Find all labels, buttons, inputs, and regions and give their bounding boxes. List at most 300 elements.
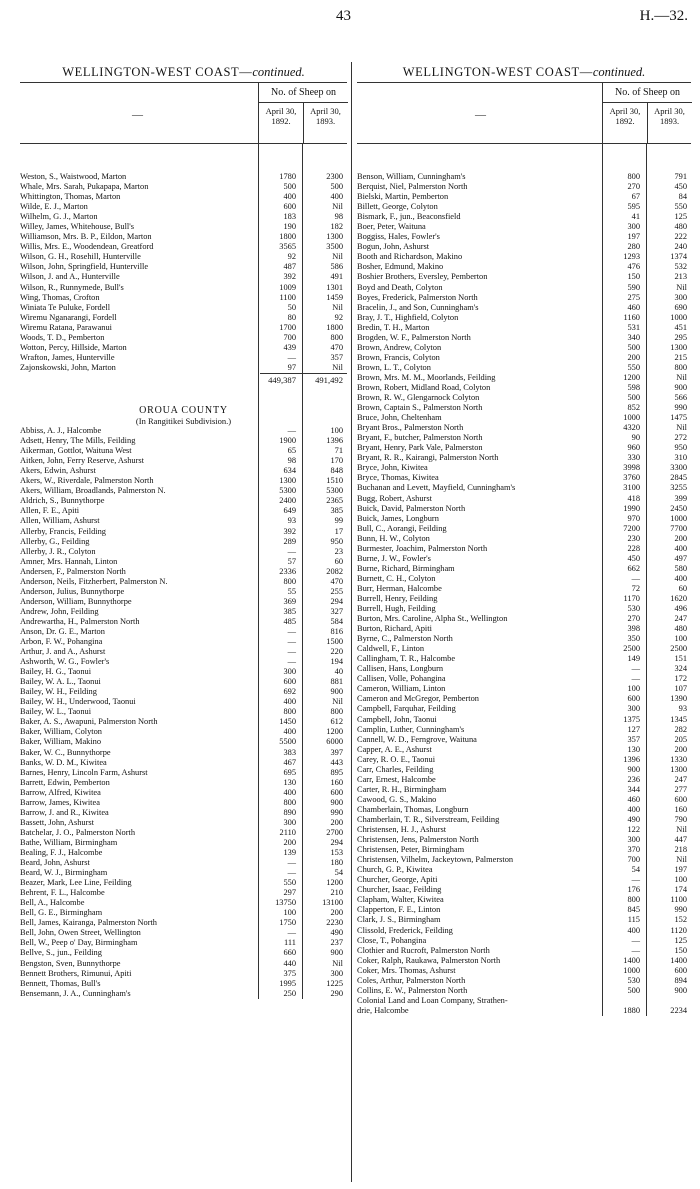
sheep-owner-name: Christensen, Jens, Palmerston North <box>357 835 479 845</box>
sheep-owner-name: Beazer, Mark, Lee Line, Feilding <box>20 878 132 888</box>
table-row <box>357 554 691 564</box>
sheep-count-1893: 950 <box>674 443 687 453</box>
sheep-owner-name: Buick, David, Palmerston North <box>357 503 466 513</box>
sheep-count-1892: 1880 <box>623 1005 640 1015</box>
table-row <box>357 704 691 714</box>
sheep-owner-name: Clothier and Rucroft, Palmerston North <box>357 945 490 955</box>
table-row <box>20 486 347 496</box>
sheep-owner-name: Carr, Ernest, Halcombe <box>357 774 436 784</box>
sheep-owner-name: Williamson, Mrs. B. P., Eildon, Marton <box>20 232 152 242</box>
sheep-count-1892: — <box>287 868 296 878</box>
sheep-count-1893: 385 <box>330 506 343 516</box>
sheep-count-1892: 418 <box>627 493 640 503</box>
table-row <box>357 453 691 463</box>
sheep-count-1893: 200 <box>674 744 687 754</box>
sheep-count-1892: 700 <box>283 332 296 342</box>
table-row <box>20 617 347 627</box>
sheep-owner-name: Anderson, Neils, Fitzherbert, Palmerston N. <box>20 576 168 586</box>
sheep-count-1892: 3760 <box>623 473 640 483</box>
sheep-count-1893: 1459 <box>326 292 343 302</box>
table-row <box>20 577 347 587</box>
sheep-count-1892: — <box>631 945 640 955</box>
sheep-count-1892: 590 <box>627 282 640 292</box>
table-row <box>20 242 347 252</box>
sheep-count-1893: Nil <box>676 825 687 835</box>
sheep-count-1892: 2500 <box>623 644 640 654</box>
table-row <box>357 795 691 805</box>
sheep-count-1893: 2365 <box>326 496 343 506</box>
sheep-owner-name: Wilde, E. J., Marton <box>20 202 88 212</box>
table-row <box>357 383 691 393</box>
sheep-owner-name: Bryant, R. R., Kairangi, Palmerston North <box>357 453 499 463</box>
table-row <box>357 875 691 885</box>
sheep-owner-name: Allerby, J. R., Colyton <box>20 546 96 556</box>
sheep-owner-name: Burnett, C. H., Colyton <box>357 573 436 583</box>
sheep-count-1892: 530 <box>627 604 640 614</box>
right-column <box>357 62 691 1016</box>
sheep-owner-name: Wilson, John, Springfield, Hunterville <box>20 262 149 272</box>
sheep-owner-name: Churcher, Isaac, Feilding <box>357 885 442 895</box>
sheep-count-1893: 172 <box>674 674 687 684</box>
sheep-count-1893: 2700 <box>326 827 343 837</box>
sheep-owner-name: Allen, F. E., Apiti <box>20 506 80 516</box>
sheep-count-1892: 1160 <box>623 312 640 322</box>
sheep-count-1893: 60 <box>334 556 343 566</box>
table-row <box>20 182 347 192</box>
sheep-count-1893: 310 <box>674 453 687 463</box>
sheep-owner-name: Beard, W. J., Birmingham <box>20 868 108 878</box>
table-row <box>20 456 347 466</box>
sheep-owner-name: Bensemann, J. A., Cunningham's <box>20 988 131 998</box>
sheep-count-1893: 357 <box>330 352 343 362</box>
table-row <box>20 918 347 928</box>
sheep-count-1893: 1500 <box>326 637 343 647</box>
sheep-count-1893: 272 <box>674 433 687 443</box>
sheep-count-1892: 600 <box>283 677 296 687</box>
sheep-owner-name: Bailey, W. H., Feilding <box>20 687 97 697</box>
sheep-count-1892: 531 <box>627 322 640 332</box>
sheep-count-1893: 60 <box>678 583 687 593</box>
table-row <box>20 293 347 303</box>
sheep-owner-name: Bennett, Thomas, Bull's <box>20 978 101 988</box>
table-row <box>357 785 691 795</box>
table-row <box>20 222 347 232</box>
sheep-count-1892: 700 <box>627 855 640 865</box>
sheep-owner-name: Bunn, H. W., Colyton <box>357 533 430 543</box>
sheep-owner-name: Baker, William, Colyton <box>20 727 102 737</box>
table-row <box>20 888 347 898</box>
sheep-owner-name: Bryant Bros., Palmerston North <box>357 423 464 433</box>
sheep-count-1892: 50 <box>287 302 296 312</box>
sheep-count-1892: 55 <box>287 586 296 596</box>
table-row <box>357 644 691 654</box>
sheep-count-1893: 2234 <box>670 1005 687 1015</box>
table-row <box>357 514 691 524</box>
table-row <box>357 564 691 574</box>
sheep-owner-name: Bryant, Henry, Park Vale, Palmerston <box>357 443 483 453</box>
table-row <box>357 735 691 745</box>
table-row <box>20 627 347 637</box>
sheep-count-1892: 662 <box>627 563 640 573</box>
sheep-count-1893: 151 <box>674 654 687 664</box>
table-row <box>357 694 691 704</box>
sheep-count-1893: 584 <box>330 616 343 626</box>
sheep-count-1892: 500 <box>627 342 640 352</box>
sheep-owner-name: Wing, Thomas, Crofton <box>20 292 100 302</box>
sheep-count-1892: 400 <box>283 727 296 737</box>
table-row <box>20 928 347 938</box>
sheep-count-1893: 2845 <box>670 473 687 483</box>
sheep-count-1892: 200 <box>627 352 640 362</box>
sheep-owner-name: Burne, J. W., Fowler's <box>357 553 431 563</box>
sheep-count-1893: 900 <box>674 985 687 995</box>
sheep-count-1893: 7700 <box>670 523 687 533</box>
sheep-count-1893: 13100 <box>322 898 343 908</box>
sheep-count-1892: 176 <box>627 885 640 895</box>
table-row <box>20 818 347 828</box>
sheep-owner-name: Brown, Mrs. M. M., Moorlands, Feilding <box>357 372 496 382</box>
sheep-count-1893: 160 <box>674 804 687 814</box>
sheep-owner-name: Bailey, H. G., Taonui <box>20 667 92 677</box>
sheep-count-1893: 182 <box>330 222 343 232</box>
sheep-count-1892: 98 <box>287 456 296 466</box>
right-header-group-title: No. of Sheep on <box>603 83 692 103</box>
right-header-group <box>602 83 692 143</box>
sheep-count-1893: Nil <box>332 302 343 312</box>
table-row <box>357 584 691 594</box>
sheep-count-1893: 447 <box>674 835 687 845</box>
total-1892: 449,387 <box>268 374 296 385</box>
table-row <box>357 353 691 363</box>
sheep-owner-name: Abbiss, A. J., Halcombe <box>20 426 102 436</box>
table-row <box>20 426 347 436</box>
sheep-count-1892: 1700 <box>279 322 296 332</box>
sheep-count-1892: 127 <box>627 724 640 734</box>
sheep-count-1892: 400 <box>283 787 296 797</box>
sheep-count-1892: 845 <box>627 905 640 915</box>
sheep-count-1893: 1300 <box>670 764 687 774</box>
sheep-count-1892: 115 <box>627 915 640 925</box>
sheep-count-1893: 1620 <box>670 593 687 603</box>
sheep-owner-name: Callingham, T. R., Halcombe <box>357 654 456 664</box>
sheep-owner-name: Allerby, G., Feilding <box>20 536 90 546</box>
subdivision-heading: (In Rangitikei Subdivision.) <box>135 416 232 427</box>
sheep-count-1892: 100 <box>283 908 296 918</box>
sheep-count-1893: 84 <box>678 192 687 202</box>
sheep-count-1892: — <box>287 657 296 667</box>
sheep-count-1893: 255 <box>330 586 343 596</box>
table-row <box>357 996 691 1006</box>
sheep-count-1893: 3500 <box>326 242 343 252</box>
table-row <box>357 966 691 976</box>
sheep-count-1893: 497 <box>674 553 687 563</box>
sheep-count-1892: 41 <box>631 212 640 222</box>
sheep-count-1893: 480 <box>674 624 687 634</box>
sheep-count-1893: 1800 <box>326 322 343 332</box>
sheep-owner-name: Benson, William, Cunningham's <box>357 172 466 181</box>
sheep-owner-name: Wilson, G. H., Rosehill, Hunterville <box>20 252 141 262</box>
sheep-count-1892: — <box>631 674 640 684</box>
table-row <box>20 637 347 647</box>
sheep-count-1892: 400 <box>627 925 640 935</box>
sheep-owner-name: Whittington, Thomas, Marton <box>20 192 121 202</box>
right-section-title <box>357 62 691 82</box>
sheep-owner-name: Wiremu Ratana, Parawanui <box>20 322 112 332</box>
right-table-header <box>357 82 691 144</box>
sheep-count-1892: — <box>287 858 296 868</box>
table-row <box>20 687 347 697</box>
sheep-owner-name: Amner, Mrs. Hannah, Linton <box>20 556 118 566</box>
table-row <box>357 684 691 694</box>
table-row <box>357 905 691 915</box>
table-row <box>20 848 347 858</box>
sheep-count-1892: 289 <box>283 536 296 546</box>
sheep-count-1893: 470 <box>330 576 343 586</box>
table-row <box>357 885 691 895</box>
sheep-count-1892: 595 <box>627 202 640 212</box>
sheep-count-1893: 218 <box>674 845 687 855</box>
table-row <box>357 242 691 252</box>
sheep-count-1893: Nil <box>332 252 343 262</box>
sheep-count-1893: 2500 <box>670 644 687 654</box>
sheep-count-1892: 350 <box>627 634 640 644</box>
sheep-owner-name: Woods, T. D., Pemberton <box>20 332 105 342</box>
table-row <box>357 483 691 493</box>
sheep-count-1893: 900 <box>330 797 343 807</box>
sheep-count-1892: 3565 <box>279 242 296 252</box>
table-row <box>357 855 691 865</box>
table-row <box>357 494 691 504</box>
sheep-owner-name: Adsett, Henry, The Mills, Feilding <box>20 436 136 446</box>
sheep-owner-name: Allen, William, Ashurst <box>20 516 100 526</box>
sheep-count-1892: 236 <box>627 774 640 784</box>
sheep-count-1892: 467 <box>283 757 296 767</box>
sheep-owner-name: Burmester, Joachim, Palmerston North <box>357 543 488 553</box>
table-row <box>357 413 691 423</box>
sheep-owner-name: Weston, S., Waistwood, Marton <box>20 172 127 181</box>
sheep-count-1892: 487 <box>283 262 296 272</box>
sheep-count-1892: 340 <box>627 332 640 342</box>
sheep-count-1892: 695 <box>283 767 296 777</box>
sheep-count-1892: — <box>631 875 640 885</box>
table-row <box>357 926 691 936</box>
sheep-count-1893: 100 <box>330 426 343 436</box>
sheep-owner-name: Bugg, Robert, Ashurst <box>357 493 432 503</box>
table-row <box>357 845 691 855</box>
sheep-count-1892: 280 <box>627 242 640 252</box>
sheep-owner-name: Brown, Captain S., Palmerston North <box>357 403 483 413</box>
sheep-owner-name: Burton, Mrs. Caroline, Alpha St., Wellington <box>357 614 508 624</box>
table-row <box>20 597 347 607</box>
sheep-count-1893: Nil <box>332 202 343 212</box>
sheep-count-1893: 500 <box>330 182 343 192</box>
table-row <box>357 534 691 544</box>
left-header-col-1892: April 30, 1892. <box>265 106 297 126</box>
left-header-col-1893: April 30, 1893. <box>303 103 347 143</box>
sheep-count-1893: 222 <box>674 232 687 242</box>
sheep-count-1892: 660 <box>283 948 296 958</box>
sheep-count-1893: 612 <box>330 717 343 727</box>
sheep-count-1893: 180 <box>330 858 343 868</box>
sheep-count-1892: 1100 <box>279 292 296 302</box>
sheep-owner-name: Boggiss, Hales, Fowler's <box>357 232 440 242</box>
sheep-owner-name: Willey, James, Whitehouse, Bull's <box>20 222 134 232</box>
sheep-count-1892: 1990 <box>623 503 640 513</box>
right-block <box>357 172 691 1016</box>
sheep-count-1892: 392 <box>283 526 296 536</box>
sheep-owner-name: Aldrich, S., Bunnythorpe <box>20 496 105 506</box>
table-row <box>357 946 691 956</box>
table-row <box>357 544 691 554</box>
sheep-count-1892: 344 <box>627 784 640 794</box>
sheep-count-1892: 330 <box>627 453 640 463</box>
left-block-oroua <box>20 426 347 999</box>
sheep-owner-name: Anson, Dr. G. E., Marton <box>20 626 105 636</box>
sheep-count-1892: 460 <box>627 302 640 312</box>
table-row <box>357 222 691 232</box>
sheep-owner-name: Brown, Francis, Colyton <box>357 352 440 362</box>
sheep-owner-name: Bogun, John, Ashurst <box>357 242 430 252</box>
table-row <box>20 587 347 597</box>
sheep-count-1893: 451 <box>674 322 687 332</box>
left-block-westcoast <box>20 172 347 373</box>
left-title-continued: continued. <box>252 65 305 79</box>
sheep-owner-name: Bell, G. E., Birmingham <box>20 908 103 918</box>
table-row <box>357 182 691 192</box>
table-row <box>357 825 691 835</box>
left-section-title <box>20 62 347 82</box>
table-row <box>20 446 347 456</box>
sheep-count-1892: 130 <box>627 744 640 754</box>
sheep-owner-name: Bray, J. T., Highfield, Colyton <box>357 312 459 322</box>
table-row <box>20 283 347 293</box>
sheep-owner-name: Willis, Mrs. E., Woodendean, Greatford <box>20 242 154 252</box>
sheep-count-1893: 900 <box>330 948 343 958</box>
sheep-count-1892: 300 <box>627 704 640 714</box>
sheep-owner-name: Zajonskowski, John, Marton <box>20 362 116 372</box>
table-row <box>357 423 691 433</box>
sheep-count-1893: 100 <box>674 875 687 885</box>
sheep-count-1893: 194 <box>330 657 343 667</box>
table-row <box>357 343 691 353</box>
sheep-owner-name: Behrent, F. L., Halcombe <box>20 888 105 898</box>
sheep-count-1892: 90 <box>631 433 640 443</box>
sheep-count-1893: 1396 <box>326 436 343 446</box>
sheep-count-1892: 300 <box>283 667 296 677</box>
sheep-count-1893: 17 <box>334 526 343 536</box>
sheep-count-1892: 800 <box>283 707 296 717</box>
sheep-count-1892: 54 <box>631 865 640 875</box>
sheep-count-1893: 3300 <box>670 463 687 473</box>
sheep-count-1892: 250 <box>283 988 296 998</box>
table-row <box>357 363 691 373</box>
sheep-count-1892: 450 <box>627 553 640 563</box>
sheep-count-1892: 890 <box>283 807 296 817</box>
sheep-owner-name: Burrell, Hugh, Feilding <box>357 604 436 614</box>
left-header-group-title: No. of Sheep on <box>259 83 348 103</box>
sheep-count-1893: 816 <box>330 626 343 636</box>
sheep-count-1893: 400 <box>330 192 343 202</box>
table-row <box>357 815 691 825</box>
sheep-owner-name: Chamberlain, Thomas, Longburn <box>357 804 469 814</box>
sheep-count-1893: 848 <box>330 466 343 476</box>
sheep-owner-name: Bruce, John, Cheltenham <box>357 413 442 423</box>
sheep-owner-name: Akers, Edwin, Ashurst <box>20 466 96 476</box>
table-row <box>20 527 347 537</box>
left-table-header <box>20 82 347 144</box>
sheep-owner-name: Christensen, Vilhelm, Jackeytown, Palmerston <box>357 855 514 865</box>
sheep-owner-name: Christensen, Peter, Birmingham <box>357 845 465 855</box>
sheep-count-1892: 500 <box>627 393 640 403</box>
table-row <box>357 654 691 664</box>
table-row <box>357 192 691 202</box>
sheep-count-1893: 532 <box>674 262 687 272</box>
table-row <box>357 293 691 303</box>
table-row <box>20 212 347 222</box>
table-row <box>357 915 691 925</box>
table-row <box>20 547 347 557</box>
sheep-count-1893: 23 <box>334 546 343 556</box>
table-row <box>20 353 347 363</box>
sheep-owner-name: Barnes, Henry, Lincoln Farm, Ashurst <box>20 767 148 777</box>
right-header-name-dash: — <box>475 109 486 121</box>
table-row <box>20 303 347 313</box>
sheep-owner-name: Bengston, Sven, Bunnythorpe <box>20 958 121 968</box>
table-row <box>20 516 347 526</box>
sheep-owner-name: Bassett, John, Ashurst <box>20 817 94 827</box>
sheep-count-1893: 290 <box>330 988 343 998</box>
sheep-count-1892: 598 <box>627 382 640 392</box>
sheep-count-1892: 385 <box>283 606 296 616</box>
sheep-count-1893: 6000 <box>326 737 343 747</box>
sheep-count-1893: 294 <box>330 596 343 606</box>
sheep-count-1893: 54 <box>334 868 343 878</box>
sheep-count-1893: 200 <box>674 533 687 543</box>
table-row <box>357 252 691 262</box>
sheep-count-1893: 895 <box>330 767 343 777</box>
sheep-owner-name: Boshier Brothers, Eversley, Pemberton <box>357 272 488 282</box>
sheep-owner-name: Bryant, F., butcher, Palmerston North <box>357 433 483 443</box>
sheep-count-1892: 1170 <box>623 593 640 603</box>
sheep-count-1892: 1450 <box>279 717 296 727</box>
sheep-count-1892: 1800 <box>279 232 296 242</box>
page-number: 43 <box>336 8 351 24</box>
sheep-count-1893: 550 <box>674 202 687 212</box>
sheep-count-1892: 7200 <box>623 523 640 533</box>
sheep-owner-name: Bredin, T. H., Marton <box>357 322 430 332</box>
sheep-owner-name: Bracelin, J., and Son, Cunningham's <box>357 302 479 312</box>
sheep-count-1892: 970 <box>627 513 640 523</box>
left-header-group <box>258 83 348 143</box>
sheep-count-1892: — <box>631 935 640 945</box>
sheep-owner-name: Barrett, Edwin, Pemberton <box>20 777 110 787</box>
sheep-owner-name: Clark, J. S., Birmingham <box>357 915 441 925</box>
sheep-count-1892: 369 <box>283 596 296 606</box>
sheep-count-1892: 270 <box>627 614 640 624</box>
sheep-owner-name: Burne, Richard, Birmingham <box>357 563 455 573</box>
sheep-count-1893: 580 <box>674 563 687 573</box>
right-header-col-1893: April 30, 1893. <box>647 103 691 143</box>
sheep-count-1893: 1300 <box>326 232 343 242</box>
sheep-owner-name: Caldwell, F., Linton <box>357 644 425 654</box>
sheep-count-1892: 460 <box>627 794 640 804</box>
sheep-count-1892: 230 <box>627 533 640 543</box>
table-row <box>20 667 347 677</box>
sheep-count-1893: 600 <box>330 787 343 797</box>
sheep-owner-name: Clissold, Frederick, Feilding <box>357 925 453 935</box>
sheep-count-1892: 1300 <box>279 476 296 486</box>
table-row <box>357 976 691 986</box>
